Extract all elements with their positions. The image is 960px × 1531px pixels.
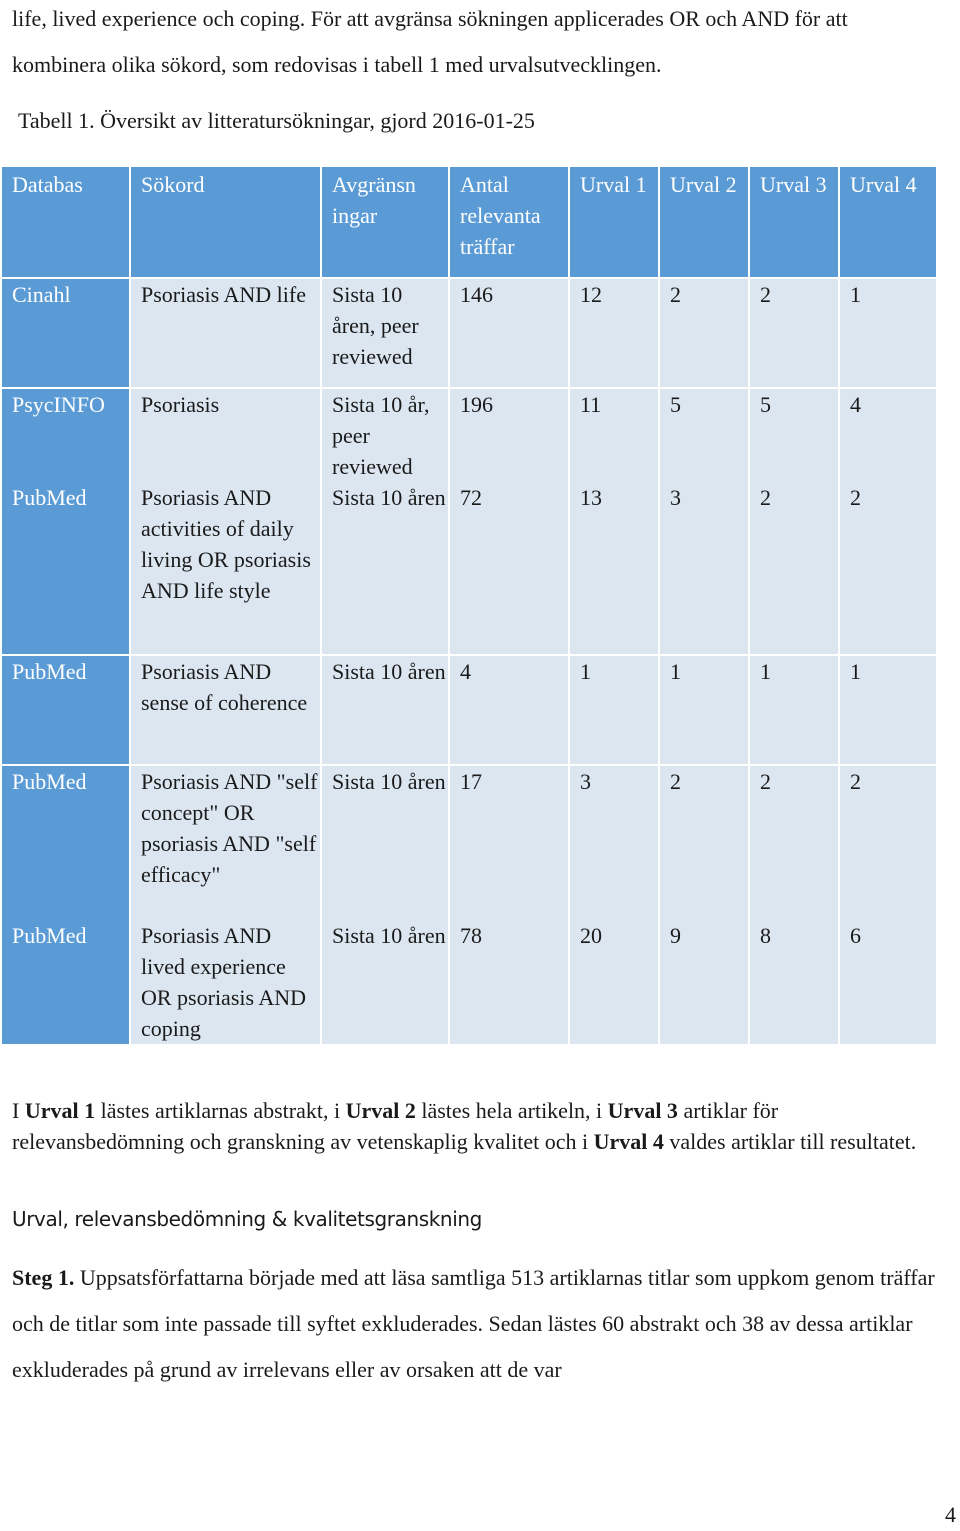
cell-urval-2: 3	[660, 482, 750, 654]
cell-urval-1: 13	[570, 482, 660, 654]
cell-hits: 4	[450, 654, 570, 764]
cell-limits: Sista 10 åren	[322, 920, 450, 1044]
cell-database: PubMed	[2, 920, 131, 1044]
cell-keywords: Psoriasis AND activities of daily living OR psoriasis AND life style	[131, 482, 322, 654]
header-urval-1: Urval 1	[570, 167, 660, 277]
bold-urval-4: Urval 4	[593, 1129, 664, 1154]
cell-urval-3: 5	[750, 387, 840, 482]
cell-hits: 78	[450, 920, 570, 1044]
cell-limits: Sista 10 åren, peer reviewed	[322, 277, 450, 387]
cell-database: PubMed	[2, 764, 131, 920]
text-run: valdes artiklar till resultatet.	[663, 1129, 917, 1154]
cell-keywords: Psoriasis AND lived experience OR psoriasis AND coping	[131, 920, 322, 1044]
cell-urval-4: 2	[840, 482, 936, 654]
cell-keywords: Psoriasis AND "self concept" OR psoriasis AND "self efficacy"	[131, 764, 322, 920]
cell-urval-4: 6	[840, 920, 936, 1044]
cell-hits: 146	[450, 277, 570, 387]
table-header-row	[2, 167, 936, 277]
cell-keywords: Psoriasis	[131, 387, 322, 482]
bold-urval-2: Urval 2	[345, 1098, 416, 1123]
cell-keywords: Psoriasis AND life	[131, 277, 322, 387]
cell-hits: 17	[450, 764, 570, 920]
cell-urval-2: 1	[660, 654, 750, 764]
cell-urval-2: 9	[660, 920, 750, 1044]
cell-urval-1: 20	[570, 920, 660, 1044]
cell-urval-2: 5	[660, 387, 750, 482]
table-row	[2, 482, 936, 654]
table-row	[2, 654, 936, 764]
header-urval-2: Urval 2	[660, 167, 750, 277]
cell-urval-3: 1	[750, 654, 840, 764]
header-databas: Databas	[2, 167, 131, 277]
cell-urval-4: 1	[840, 277, 936, 387]
step-1-paragraph	[12, 1255, 947, 1393]
urval-explanation-paragraph	[12, 1095, 947, 1157]
header-antal-traffar: Antal relevanta träffar	[450, 167, 570, 277]
cell-urval-4: 4	[840, 387, 936, 482]
text-run: artiklar för relevansbedömning och granskning av vetenskaplig kvalitet och i	[12, 1098, 779, 1154]
cell-database: PubMed	[2, 654, 131, 764]
cell-keywords: Psoriasis AND sense of coherence	[131, 654, 322, 764]
cell-database: PsycINFO	[2, 387, 131, 482]
cell-urval-2: 2	[660, 277, 750, 387]
header-sokord: Sökord	[131, 167, 322, 277]
table-row	[2, 387, 936, 482]
cell-database: PubMed	[2, 482, 131, 654]
cell-urval-3: 2	[750, 764, 840, 920]
table-row	[2, 764, 936, 920]
cell-hits: 72	[450, 482, 570, 654]
header-avgransningar: Avgränsn ingar	[322, 167, 450, 277]
cell-urval-3: 8	[750, 920, 840, 1044]
text-run: lästes artiklarnas abstrakt, i	[95, 1098, 346, 1123]
bold-urval-3: Urval 3	[607, 1098, 678, 1123]
cell-limits: Sista 10 åren	[322, 654, 450, 764]
cell-urval-2: 2	[660, 764, 750, 920]
bold-urval-1: Urval 1	[24, 1098, 96, 1123]
text-run: I	[12, 1098, 25, 1123]
header-urval-4: Urval 4	[840, 167, 936, 277]
intro-paragraph: life, lived experience och coping. För att avgränsa sökningen applicerades OR och AND för att kombinera olika sökord, som redovisas i tabell 1 med urvalsutvecklingen.	[12, 6, 848, 77]
table-caption	[18, 104, 535, 138]
step-label: Steg 1.	[12, 1265, 75, 1290]
header-urval-3: Urval 3	[750, 167, 840, 277]
page-number: 4	[945, 1502, 956, 1527]
table-caption-label: Tabell 1.	[18, 108, 95, 133]
literature-search-table	[2, 167, 936, 1044]
cell-hits: 196	[450, 387, 570, 482]
step-text: Uppsatsförfattarna började med att läsa samtliga 513 artiklarnas titlar som uppkom genom träffar och de titlar som inte passade till syftet exkluderades. Sedan lästes 60 abstrakt och 38 av dessa artiklar exkluderades på grund av irrelevans eller av orsaken att de var	[12, 1265, 935, 1382]
cell-urval-3: 2	[750, 482, 840, 654]
cell-urval-4: 1	[840, 654, 936, 764]
table-row	[2, 277, 936, 387]
section-heading: Urval, relevansbedömning & kvalitetsgranskning	[12, 1207, 482, 1231]
cell-urval-4: 2	[840, 764, 936, 920]
cell-database: Cinahl	[2, 277, 131, 387]
cell-urval-1: 11	[570, 387, 660, 482]
cell-limits: Sista 10 åren	[322, 764, 450, 920]
cell-limits: Sista 10 åren	[322, 482, 450, 654]
table-row	[2, 920, 936, 1044]
table-caption-text: Översikt av litteratursökningar, gjord 2016-01-25	[100, 108, 535, 133]
cell-urval-1: 1	[570, 654, 660, 764]
cell-urval-1: 12	[570, 277, 660, 387]
cell-urval-3: 2	[750, 277, 840, 387]
cell-limits: Sista 10 år, peer reviewed	[322, 387, 450, 482]
cell-urval-1: 3	[570, 764, 660, 920]
text-run: lästes hela artikeln, i	[415, 1098, 608, 1123]
